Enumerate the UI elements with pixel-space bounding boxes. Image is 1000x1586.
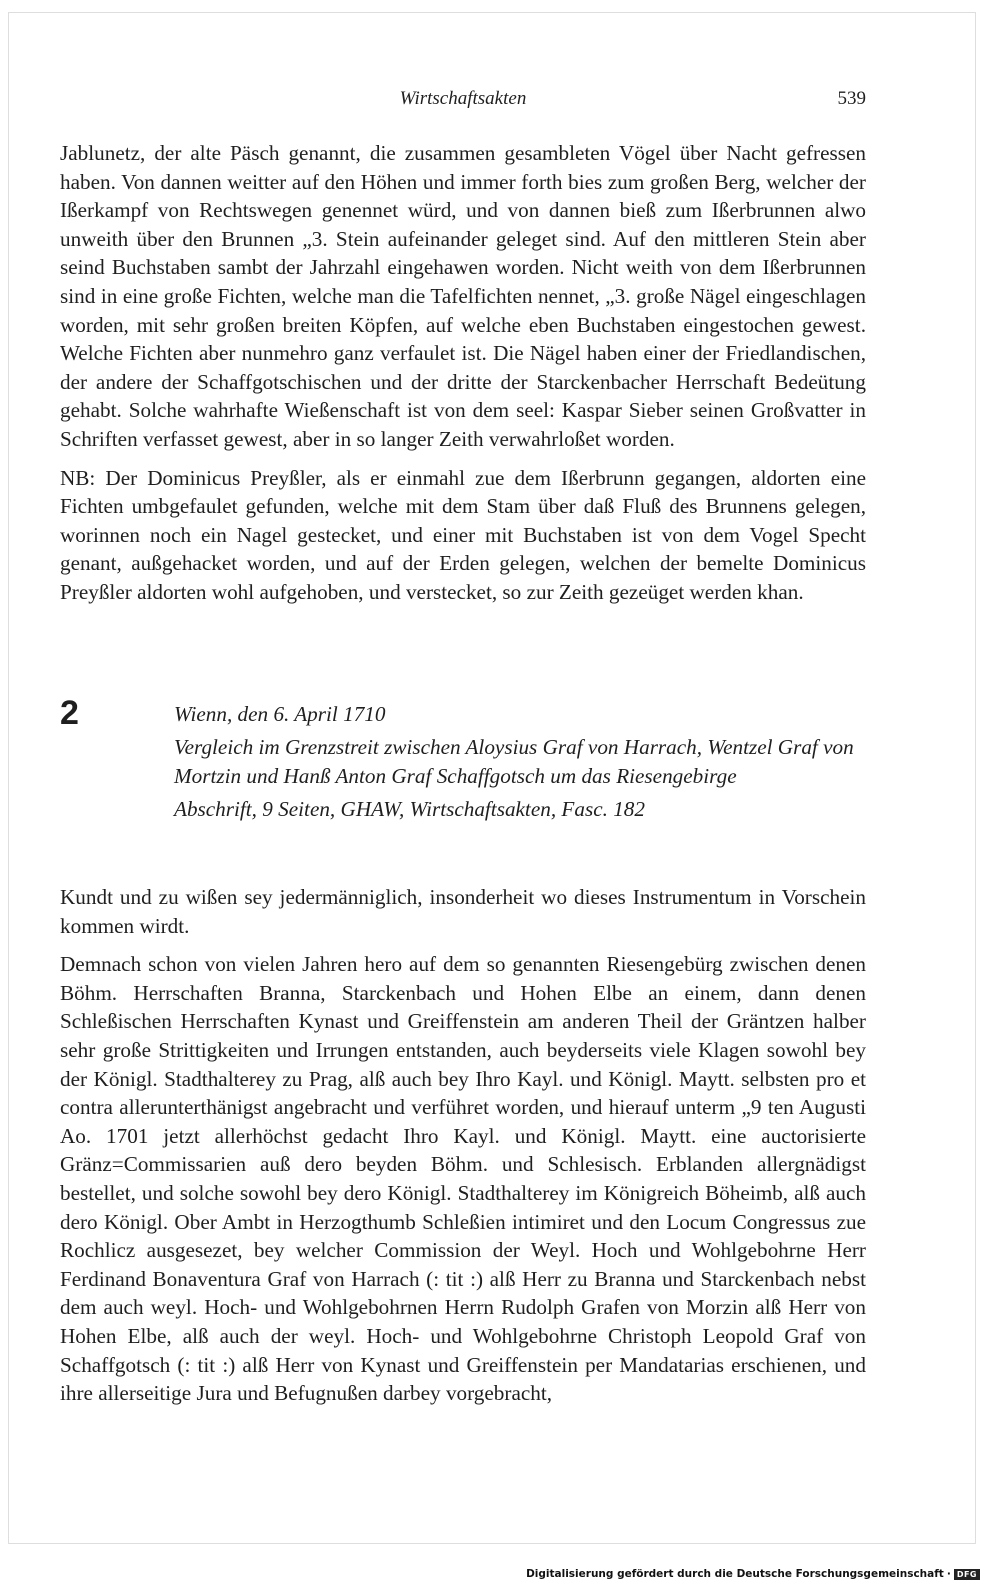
footer-credit-text: Digitalisierung gefördert durch die Deutsche Forschungsgemeinschaft	[526, 1568, 944, 1580]
document-meta	[174, 700, 866, 828]
dfg-logo: DFG	[954, 1569, 980, 1580]
running-head-title: Wirtschaftsakten	[399, 88, 527, 109]
paragraph: Jablunetz, der alte Päsch genannt, die zusammen gesambleten Vögel über Nacht gefressen haben. Von dannen weitter auf den Höhen und immer forth bies zum großen Berg, welcher der Ißerkampf von Rechtswegen genennet würd, und von dannen bieß zum Ißerbrunnen alwo unweith über den Brunnen „3. Stein aufeinander geleget sind. Auf den mittleren Stein aber seind Buchstaben sambt der Jahrzahl eingehawen worden. Nicht weith von dem Ißerbrunnen sind in eine große Fichten, welche man die Tafelfichten nennet, „3. große Nägel eingeschlagen worden, mit sehr großen breiten Köpfen, auf welche eben Buchstaben eingestochen gewest. Welche Fichten aber nunmehro ganz verfaulet ist. Die Nägel haben einer der Friedlandischen, der andere der Schaffgotschischen und der dritte der Starckenbacher Herrschaft Bedeütung gehabt. Solche wahrhafte Wießenschaft ist von dem seel: Kaspar Sieber seinen Großvatter in Schriften verfasset gewest, aber in so langer Zeith verwahrloßet worden.	[60, 141, 866, 451]
body-text-bottom	[60, 883, 866, 1418]
document-place-date: Wienn, den 6. April 1710	[174, 702, 386, 726]
document-number: 2	[60, 694, 79, 732]
page-number: 539	[837, 88, 866, 109]
footer-credit: Digitalisierung gefördert durch die Deutsche Forschungsgemeinschaft · DFG	[526, 1568, 980, 1580]
paragraph: NB: Der Dominicus Preyßler, als er einmahl zue dem Ißerbrunn gegangen, aldorten eine Fichten umbgefaulet gefunden, welche mit dem Stam über daß Fluß des Brunnens gelegen, worinnen noch ein Nagel gestecket, und einer mit Buchstaben ist von dem Vogel Specht genant, außgehacket worden, und auf der Erden gelegen, welchen der bemelte Dominicus Preyßler aldorten wohl aufgehoben, und verstecket, so zur Zeith gezeüget werden khan.	[60, 465, 866, 604]
document-summary: Vergleich im Grenzstreit zwischen Aloysius Graf von Harrach, Wentzel Graf von Mortzin und Hanß Anton Graf Schaffgotsch um das Riesengebirge	[174, 735, 854, 788]
paragraph: Kundt und zu wißen sey jedermänniglich, insonderheit wo dieses Instrumentum in Vorschein kommen wirdt.	[60, 885, 866, 938]
paragraph: Demnach schon von vielen Jahren hero auf dem so genannten Riesengebürg zwischen denen Böhm. Herrschaften Branna, Starckenbach und Hohen Elbe an einem, dann denen Schleßischen Herrschaften Kynast und Greiffenstein am anderen Theil der Gräntzen halber sehr große Strittigkeiten und Irrungen entstanden, auch beyderseits viele Klagen sowohl bey der Königl. Stadthalterey zu Prag, alß auch bey Ihro Kayl. und Königl. Maytt. selbsten pro et contra allerunterthänigst angebracht und verführet worden, und hierauf unterm „9 ten Augusti Ao. 1701 jetzt allerhöchst gedacht Ihro Kayl. und Königl. Maytt. eine auctorisierte Gränz=Commissarien auß dero beyden Böhm. und Schlesisch. Erblanden allergnädigst bestellet, und solche sowohl bey dero Königl. Stadthalterey im Königreich Böheimb, alß auch dero Königl. Ober Ambt in Herzogthumb Schleßien intimiret und den Locum Congressus zue Rochlicz ausgesezet, bey welcher Commission der Weyl. Hoch und Wohlgebohrne Herr Ferdinand Bonaventura Graf von Harrach (: tit :) alß Herr zu Branna und Starckenbach nebst dem auch weyl. Hoch- und Wohlgebohrnen Herrn Rudolph Grafen von Morzin alß Herr von Hohen Elbe, alß auch der weyl. Hoch- und Wohlgebohrne Christoph Leopold Graf von Schaffgotsch (: tit :) alß Herr von Kynast und Greiffenstein per Mandatarias erschienen, und ihre allerseitige Jura und Befugnußen darbey vorgebracht,	[60, 952, 866, 1406]
document-source: Abschrift, 9 Seiten, GHAW, Wirtschaftsakten, Fasc. 182	[174, 797, 645, 821]
running-head	[60, 88, 866, 116]
body-text-top	[60, 139, 866, 617]
document-heading	[60, 694, 866, 870]
